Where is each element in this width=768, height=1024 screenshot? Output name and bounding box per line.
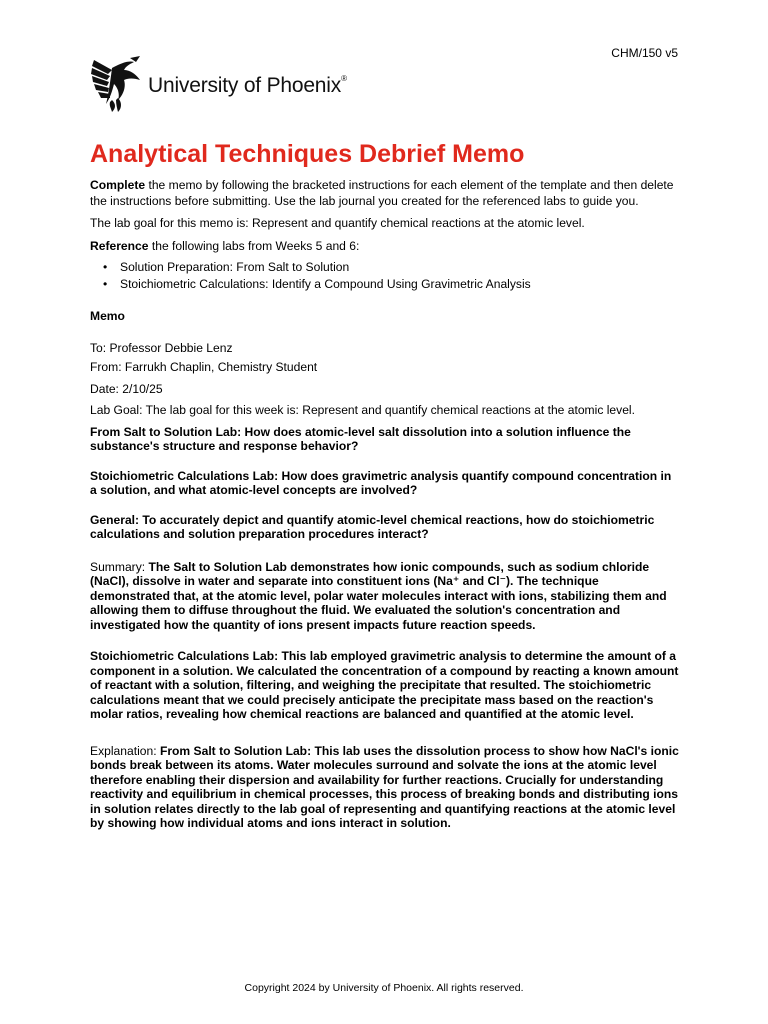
page-title: Analytical Techniques Debrief Memo	[90, 140, 525, 168]
memo-to: To: Professor Debbie Lenz	[90, 340, 233, 355]
memo-from: From: Farrukh Chaplin, Chemistry Student	[90, 359, 318, 374]
complete-instruction: Complete the memo by following the bracketed instructions for each element of the template and then delete the instructions before submitting. Use the lab journal you created for the referenced labs to guide you.	[90, 178, 674, 208]
registered-mark: ®	[341, 74, 347, 83]
lab-reference-list	[90, 260, 680, 292]
question-stoichiometric: Stoichiometric Calculations Lab: How does gravimetric analysis quantify compound concentration in a solution, and what atomic-level concepts are involved?	[90, 468, 672, 497]
lab-goal-instruction: The lab goal for this memo is: Represent and quantify chemical reactions at the atomic level.	[90, 216, 585, 230]
reference-instruction: Reference the following labs from Weeks 5 and 6:	[90, 238, 360, 253]
memo-body	[90, 178, 680, 831]
memo-heading: Memo	[90, 309, 125, 323]
list-item: • Stoichiometric Calculations: Identify a Compound Using Gravimetric Analysis	[120, 277, 680, 293]
summary-stoichiometric-paragraph: Stoichiometric Calculations Lab: This lab employed gravimetric analysis to determine the amount of a component in a solution. We calculated the concentration of a compound by reacting a known amount of reactant with a solution, filtering, and weighing the precipitate that resulted. The stoichiometric calculations meant that we could precisely anticipate the precipitate mass based on the reaction's molar ratios, revealing how chemical reactions are balanced and quantified at the atomic level.	[90, 649, 679, 721]
list-item: • Solution Preparation: From Salt to Solution	[120, 260, 680, 276]
course-code: CHM/150 v5	[611, 46, 678, 60]
question-salt-solution: From Salt to Solution Lab: How does atomic-level salt dissolution into a solution influence the substance's structure and response behavior?	[90, 424, 631, 453]
summary-paragraph: Summary: The Salt to Solution Lab demonstrates how ionic compounds, such as sodium chloride (NaCl), dissolve in water and separate into constituent ions (Na⁺ and Cl⁻). The technique demonstrated that, at the atomic level, polar water molecules interact with ions, stabilizing them and allowing them to diffuse throughout the fluid. We evaluated the solution's concentration and investigated how the quantity of ions present impacts future reaction speeds.	[90, 559, 667, 632]
copyright-footer: Copyright 2024 by University of Phoenix. All rights reserved.	[244, 982, 524, 994]
logo-wordmark: University of Phoenix®	[148, 74, 347, 97]
memo-date: Date: 2/10/25	[90, 381, 163, 396]
university-logo	[90, 54, 347, 114]
explanation-paragraph: Explanation: From Salt to Solution Lab: This lab uses the dissolution process to show how NaCl's ionic bonds break between its atoms. Water molecules surround and solvate the ions at the atomic level therefore enabling their dispersion and availability for further reactions. Crucially for understanding reactivity and equilibrium in chemical processes, this process of breaking bonds and distributing ions in solution relates directly to the lab goal of representing and quantifying reactions at the atomic level by showing how individual atoms and ions interact in solution.	[90, 743, 679, 830]
phoenix-bird-icon	[90, 54, 144, 114]
memo-lab-goal: Lab Goal: The lab goal for this week is: Represent and quantify chemical reactions at the atomic level.	[90, 403, 635, 417]
question-general: General: To accurately depict and quantify atomic-level chemical reactions, how do stoichiometric calculations and solution preparation procedures interact?	[90, 512, 655, 541]
